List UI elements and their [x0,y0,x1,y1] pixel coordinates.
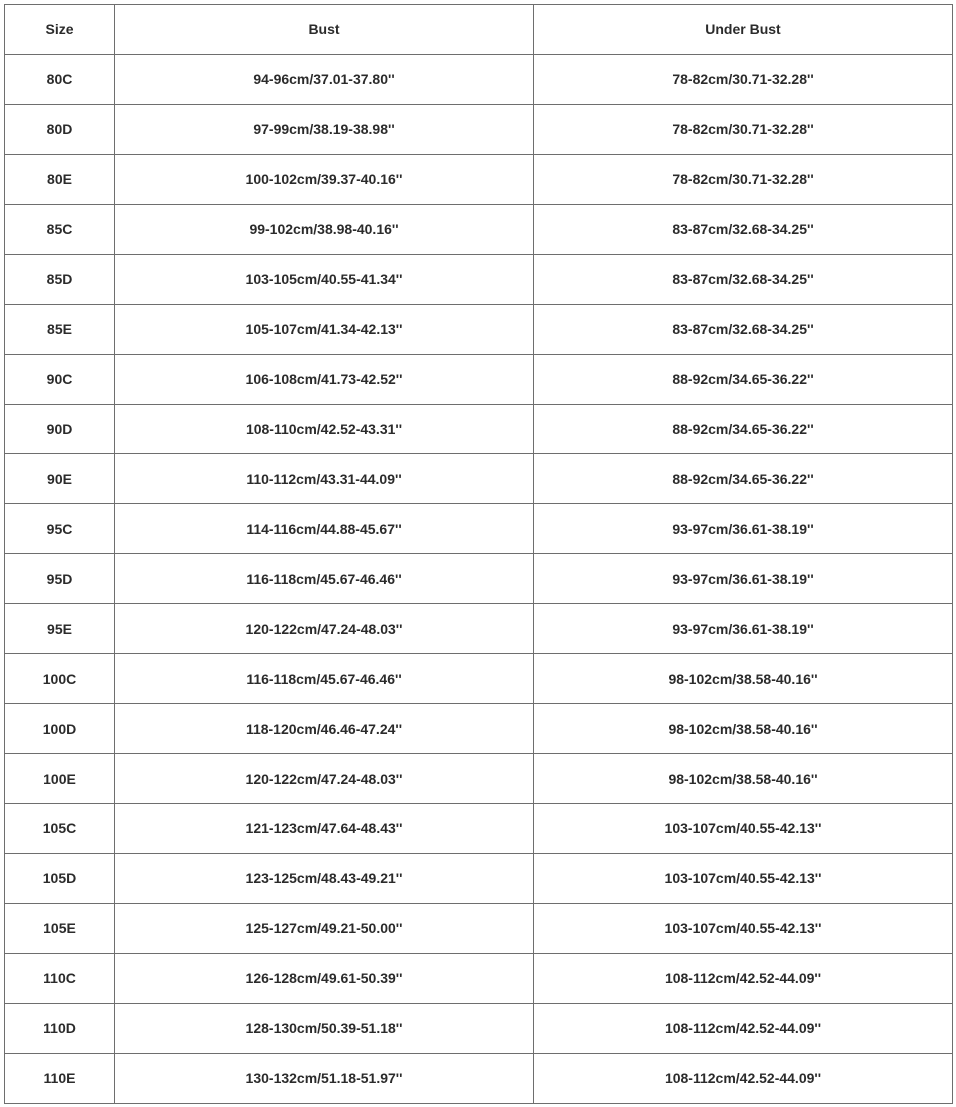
size-cell: 85E [5,304,115,354]
under-bust-cell: 108-112cm/42.52-44.09'' [534,1003,953,1053]
table-row [5,254,953,304]
bust-cell: 116-118cm/45.67-46.46'' [115,654,534,704]
under-bust-cell: 88-92cm/34.65-36.22'' [534,454,953,504]
under-bust-cell: 93-97cm/36.61-38.19'' [534,604,953,654]
table-row [5,204,953,254]
table-row [5,604,953,654]
bust-cell: 110-112cm/43.31-44.09'' [115,454,534,504]
under-bust-cell: 103-107cm/40.55-42.13'' [534,804,953,854]
table-row [5,304,953,354]
table-row [5,454,953,504]
table-row [5,1053,953,1103]
size-cell: 80E [5,154,115,204]
under-bust-cell: 108-112cm/42.52-44.09'' [534,1053,953,1103]
size-cell: 105C [5,804,115,854]
under-bust-cell: 78-82cm/30.71-32.28'' [534,154,953,204]
table-row [5,404,953,454]
table-header-row [5,5,953,55]
under-bust-cell: 78-82cm/30.71-32.28'' [534,104,953,154]
size-cell: 90D [5,404,115,454]
header-under-bust: Under Bust [534,5,953,55]
size-cell: 100D [5,704,115,754]
under-bust-cell: 88-92cm/34.65-36.22'' [534,354,953,404]
size-cell: 85C [5,204,115,254]
under-bust-cell: 108-112cm/42.52-44.09'' [534,953,953,1003]
under-bust-cell: 83-87cm/32.68-34.25'' [534,304,953,354]
size-cell: 85D [5,254,115,304]
size-cell: 100C [5,654,115,704]
size-cell: 110E [5,1053,115,1103]
size-cell: 105D [5,853,115,903]
table-row [5,654,953,704]
bust-cell: 99-102cm/38.98-40.16'' [115,204,534,254]
bust-cell: 121-123cm/47.64-48.43'' [115,804,534,854]
bust-cell: 120-122cm/47.24-48.03'' [115,604,534,654]
bust-cell: 100-102cm/39.37-40.16'' [115,154,534,204]
size-cell: 95D [5,554,115,604]
header-size: Size [5,5,115,55]
bust-cell: 123-125cm/48.43-49.21'' [115,853,534,903]
table-row [5,1003,953,1053]
size-cell: 110D [5,1003,115,1053]
size-cell: 80D [5,104,115,154]
bust-cell: 94-96cm/37.01-37.80'' [115,54,534,104]
table-row [5,104,953,154]
size-chart-table [4,4,953,1104]
under-bust-cell: 83-87cm/32.68-34.25'' [534,254,953,304]
size-cell: 80C [5,54,115,104]
bust-cell: 128-130cm/50.39-51.18'' [115,1003,534,1053]
table-row [5,504,953,554]
table-row [5,804,953,854]
under-bust-cell: 98-102cm/38.58-40.16'' [534,754,953,804]
table-row [5,354,953,404]
under-bust-cell: 103-107cm/40.55-42.13'' [534,903,953,953]
under-bust-cell: 103-107cm/40.55-42.13'' [534,853,953,903]
bust-cell: 116-118cm/45.67-46.46'' [115,554,534,604]
under-bust-cell: 88-92cm/34.65-36.22'' [534,404,953,454]
under-bust-cell: 83-87cm/32.68-34.25'' [534,204,953,254]
bust-cell: 108-110cm/42.52-43.31'' [115,404,534,454]
bust-cell: 105-107cm/41.34-42.13'' [115,304,534,354]
under-bust-cell: 78-82cm/30.71-32.28'' [534,54,953,104]
table-row [5,903,953,953]
size-cell: 105E [5,903,115,953]
table-row [5,953,953,1003]
size-cell: 95E [5,604,115,654]
bust-cell: 103-105cm/40.55-41.34'' [115,254,534,304]
bust-cell: 120-122cm/47.24-48.03'' [115,754,534,804]
size-cell: 95C [5,504,115,554]
table-body [5,54,953,1103]
under-bust-cell: 98-102cm/38.58-40.16'' [534,654,953,704]
size-cell: 90C [5,354,115,404]
size-cell: 110C [5,953,115,1003]
table-row [5,154,953,204]
table-row [5,754,953,804]
table-row [5,704,953,754]
bust-cell: 118-120cm/46.46-47.24'' [115,704,534,754]
under-bust-cell: 93-97cm/36.61-38.19'' [534,504,953,554]
bust-cell: 106-108cm/41.73-42.52'' [115,354,534,404]
under-bust-cell: 93-97cm/36.61-38.19'' [534,554,953,604]
size-cell: 100E [5,754,115,804]
bust-cell: 114-116cm/44.88-45.67'' [115,504,534,554]
bust-cell: 97-99cm/38.19-38.98'' [115,104,534,154]
table-row [5,554,953,604]
table-row [5,853,953,903]
size-cell: 90E [5,454,115,504]
bust-cell: 130-132cm/51.18-51.97'' [115,1053,534,1103]
header-bust: Bust [115,5,534,55]
table-row [5,54,953,104]
bust-cell: 125-127cm/49.21-50.00'' [115,903,534,953]
bust-cell: 126-128cm/49.61-50.39'' [115,953,534,1003]
under-bust-cell: 98-102cm/38.58-40.16'' [534,704,953,754]
